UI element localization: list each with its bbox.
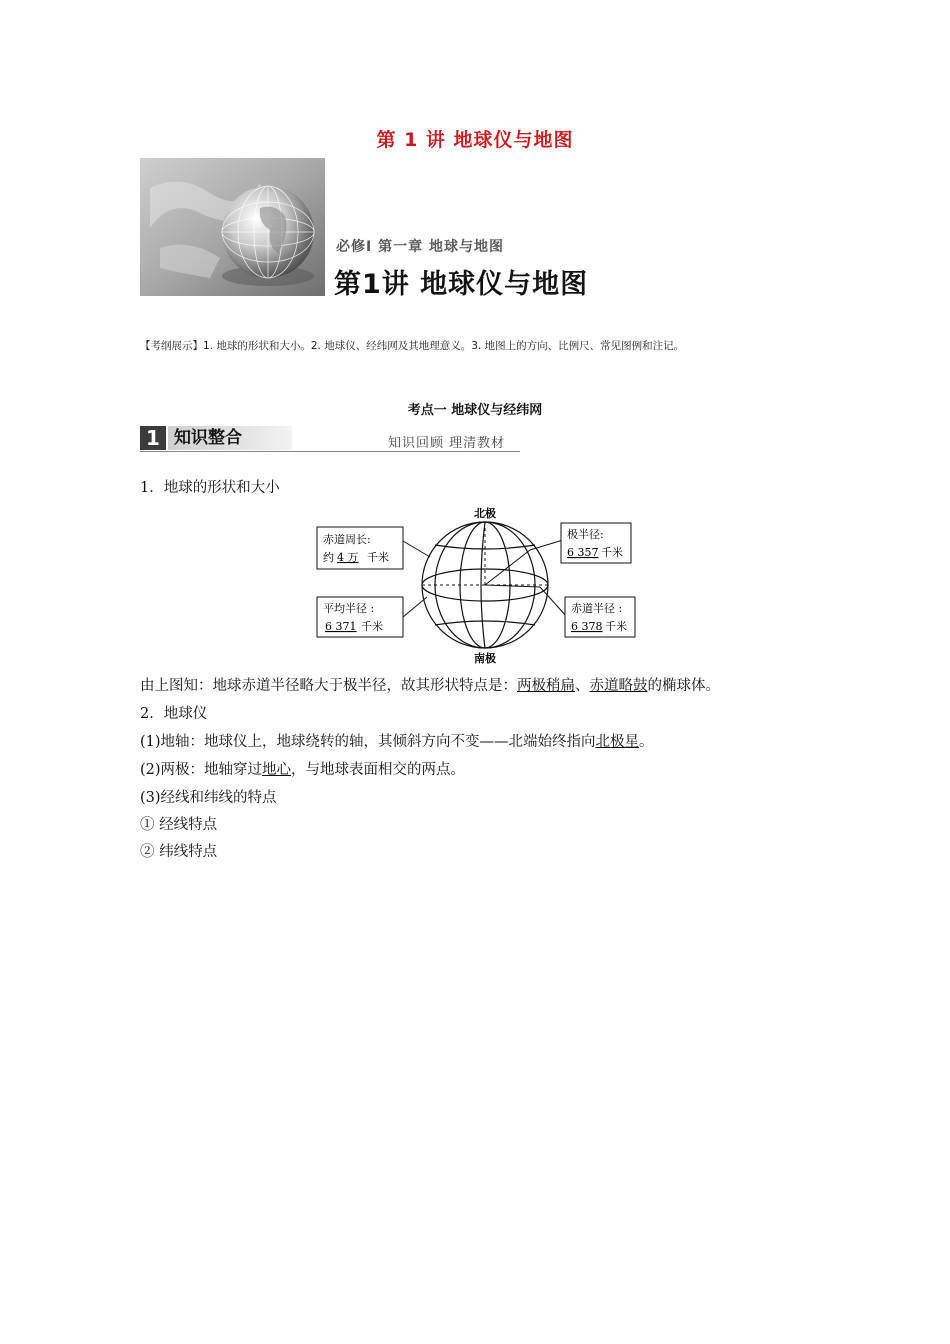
axis-answer: 北极星 — [595, 734, 640, 750]
item1-heading: 1．地球的形状和大小 — [140, 480, 280, 496]
shape-conclusion — [140, 674, 720, 695]
outline-label: 【考纲展示】 — [140, 340, 203, 352]
mean-radius-unit: 千米 — [361, 620, 383, 633]
eq-circ-value: 4 万 — [337, 551, 359, 564]
meridian-heading: ① 经线特点 — [140, 817, 218, 833]
section-number: 1 — [140, 426, 166, 450]
outline-text: 1. 地球的形状和大小。2. 地球仪、经纬网及其地理意义。3. 地图上的方向、比例尺、常见图例和注记。 — [203, 340, 685, 352]
shape-prefix: 由上图知：地球赤道半径略大于极半径，故其形状特点是： — [140, 678, 517, 694]
section-tag: 知识回顾 理清教材 — [388, 436, 506, 451]
eq-circ-label: 赤道周长: — [323, 533, 371, 546]
poles-paragraph — [140, 758, 465, 779]
polar-radius-unit: 千米 — [601, 546, 623, 559]
axis-suffix: 。 — [639, 734, 654, 750]
earth-size-diagram — [305, 505, 640, 665]
axis-prefix: (1)地轴：地球仪上，地球绕转的轴，其倾斜方向不变——北端始终指向 — [140, 734, 596, 750]
shape-answer-1: 两极稍扁 — [517, 678, 575, 694]
eq-radius-label: 赤道半径 : — [571, 602, 623, 615]
eq-radius-value: 6 378 — [571, 620, 603, 633]
syllabus-outline — [140, 338, 684, 353]
eq-circ-prefix: 约 — [323, 551, 334, 564]
section-title: 知识整合 — [168, 426, 292, 450]
shape-sep: 、 — [575, 678, 590, 694]
parallel-heading: ② 纬线特点 — [140, 844, 218, 860]
mean-radius-label: 平均半径 : — [323, 602, 375, 615]
lines-heading: (3)经线和纬线的特点 — [140, 790, 277, 806]
poles-answer: 地心 — [262, 762, 292, 778]
page-title: 第 1 讲 地球仪与地图 — [376, 129, 574, 151]
south-pole-label: 南极 — [474, 652, 496, 665]
shape-answer-2: 赤道略鼓 — [589, 678, 648, 694]
north-pole-label: 北极 — [474, 507, 496, 520]
section-header — [140, 426, 520, 452]
shape-suffix: 的椭球体。 — [647, 678, 720, 694]
item2-heading: 2．地球仪 — [140, 706, 208, 722]
axis-paragraph — [140, 730, 654, 751]
section-divider — [140, 451, 520, 452]
topic-heading: 考点一 地球仪与经纬网 — [407, 403, 543, 418]
eq-radius-unit: 千米 — [605, 620, 627, 633]
banner-main-title: 第1讲 地球仪与地图 — [334, 269, 589, 300]
poles-suffix: ，与地球表面相交的两点。 — [291, 762, 466, 778]
polar-radius-label: 极半径: — [567, 528, 604, 541]
eq-circ-unit: 千米 — [367, 551, 389, 564]
poles-prefix: (2)两极：地轴穿过 — [140, 762, 263, 778]
globe-banner-image — [140, 158, 325, 296]
polar-radius-value: 6 357 — [567, 546, 599, 559]
mean-radius-value: 6 371 — [325, 620, 357, 633]
banner-subtitle: 必修Ⅰ 第一章 地球与地图 — [336, 239, 504, 255]
